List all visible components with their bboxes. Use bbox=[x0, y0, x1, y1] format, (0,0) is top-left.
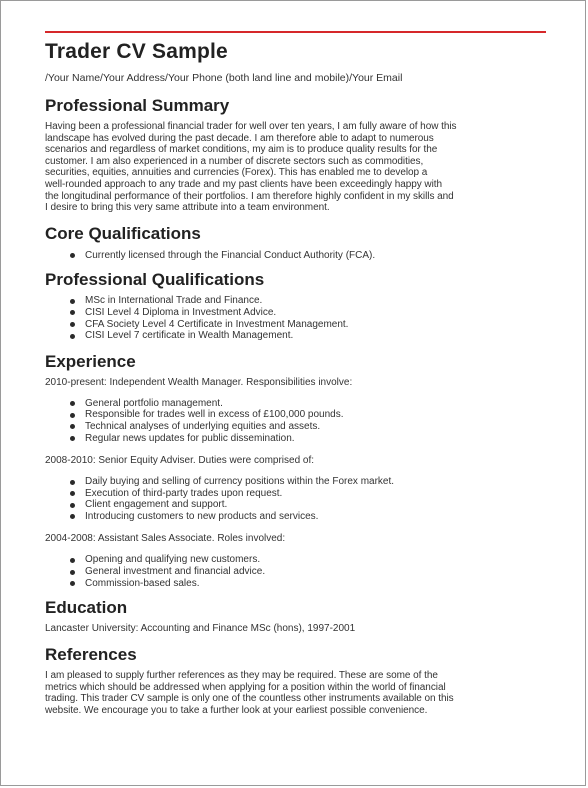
summary-line: scenarios and regardless of market conditions, my aim is to produce quality results for the bbox=[45, 144, 438, 156]
summary-line: well-rounded approach to any trade and my past clients have been exceedingly happy with bbox=[45, 178, 443, 190]
job-title: 2008-2010: Senior Equity Adviser. Duties were comprised of: bbox=[45, 455, 315, 467]
list-item: Opening and qualifying new customers. bbox=[69, 554, 547, 566]
list-item: CISI Level 4 Diploma in Investment Advice. bbox=[69, 307, 547, 319]
job-duties-list bbox=[45, 476, 547, 522]
list-item: Currently licensed through the Financial Conduct Authority (FCA). bbox=[69, 250, 547, 262]
list-item: Introducing customers to new products and services. bbox=[69, 511, 547, 523]
education-line: Lancaster University: Accounting and Finance MSc (hons), 1997-2001 bbox=[45, 623, 356, 635]
education-heading: Education bbox=[45, 598, 128, 618]
references-line: website. We encourage you to take a further look at your earliest possible convenience. bbox=[45, 705, 428, 717]
summary-line: the longitudinal performance of their portfolios. I am therefore highly confident in my skills and bbox=[45, 190, 454, 202]
list-item: Responsible for trades well in excess of £100,000 pounds. bbox=[69, 409, 547, 421]
contact-line: /Your Name/Your Address/Your Phone (both land line and mobile)/Your Email bbox=[45, 72, 403, 84]
summary-heading: Professional Summary bbox=[45, 96, 230, 115]
list-item: Commission-based sales. bbox=[69, 578, 547, 590]
list-item: General investment and financial advice. bbox=[69, 566, 547, 578]
list-item: CFA Society Level 4 Certificate in Investment Management. bbox=[69, 319, 547, 331]
list-item: CISI Level 7 certificate in Wealth Management. bbox=[69, 330, 547, 342]
list-item: Execution of third-party trades upon request. bbox=[69, 488, 547, 500]
summary-paragraph bbox=[45, 121, 547, 214]
references-line: I am pleased to supply further references as they may be required. These are some of the bbox=[45, 670, 438, 682]
core-list bbox=[45, 250, 547, 262]
list-item: General portfolio management. bbox=[69, 398, 547, 410]
professional-heading: Professional Qualifications bbox=[45, 270, 265, 290]
summary-line: securities, equities, annuities and currencies (Forex). This has enabled me to develop a bbox=[45, 167, 428, 179]
list-item: MSc in International Trade and Finance. bbox=[69, 295, 547, 307]
references-heading: References bbox=[45, 645, 137, 665]
job-title: 2004-2008: Assistant Sales Associate. Roles involved: bbox=[45, 533, 286, 545]
references-line: metrics which should be addressed when applying for a position within the world of financial bbox=[45, 681, 446, 693]
job-duties-list bbox=[45, 554, 547, 589]
experience-heading: Experience bbox=[45, 351, 136, 371]
list-item: Daily buying and selling of currency positions within the Forex market. bbox=[69, 476, 547, 488]
professional-list bbox=[45, 295, 547, 341]
job-duties-list bbox=[45, 398, 547, 444]
summary-line: customer. I am also experienced in a number of discrete sectors such as commodities, bbox=[45, 155, 424, 167]
page-title: Trader CV Sample bbox=[45, 40, 228, 63]
job-title: 2010-present: Independent Wealth Manager. Responsibilities involve: bbox=[45, 376, 353, 388]
list-item: Regular news updates for public dissemination. bbox=[69, 433, 547, 445]
summary-line: Having been a professional financial trader for well over ten years, I am fully aware of how this bbox=[45, 121, 457, 132]
core-heading: Core Qualifications bbox=[45, 223, 201, 243]
summary-line: I desire to bring this very same attribute into a team environment. bbox=[45, 202, 330, 214]
list-item: Client engagement and support. bbox=[69, 499, 547, 511]
accent-rule bbox=[45, 31, 546, 33]
references-paragraph bbox=[45, 670, 547, 716]
cv-content bbox=[45, 39, 547, 717]
summary-line: landscape has evolved during the past decade. I am therefore able to adapt to numerous bbox=[45, 132, 434, 144]
list-item: Technical analyses of underlying equities and assets. bbox=[69, 421, 547, 433]
references-line: trading. This trader CV sample is only one of the countless other instruments available on this bbox=[45, 693, 454, 705]
